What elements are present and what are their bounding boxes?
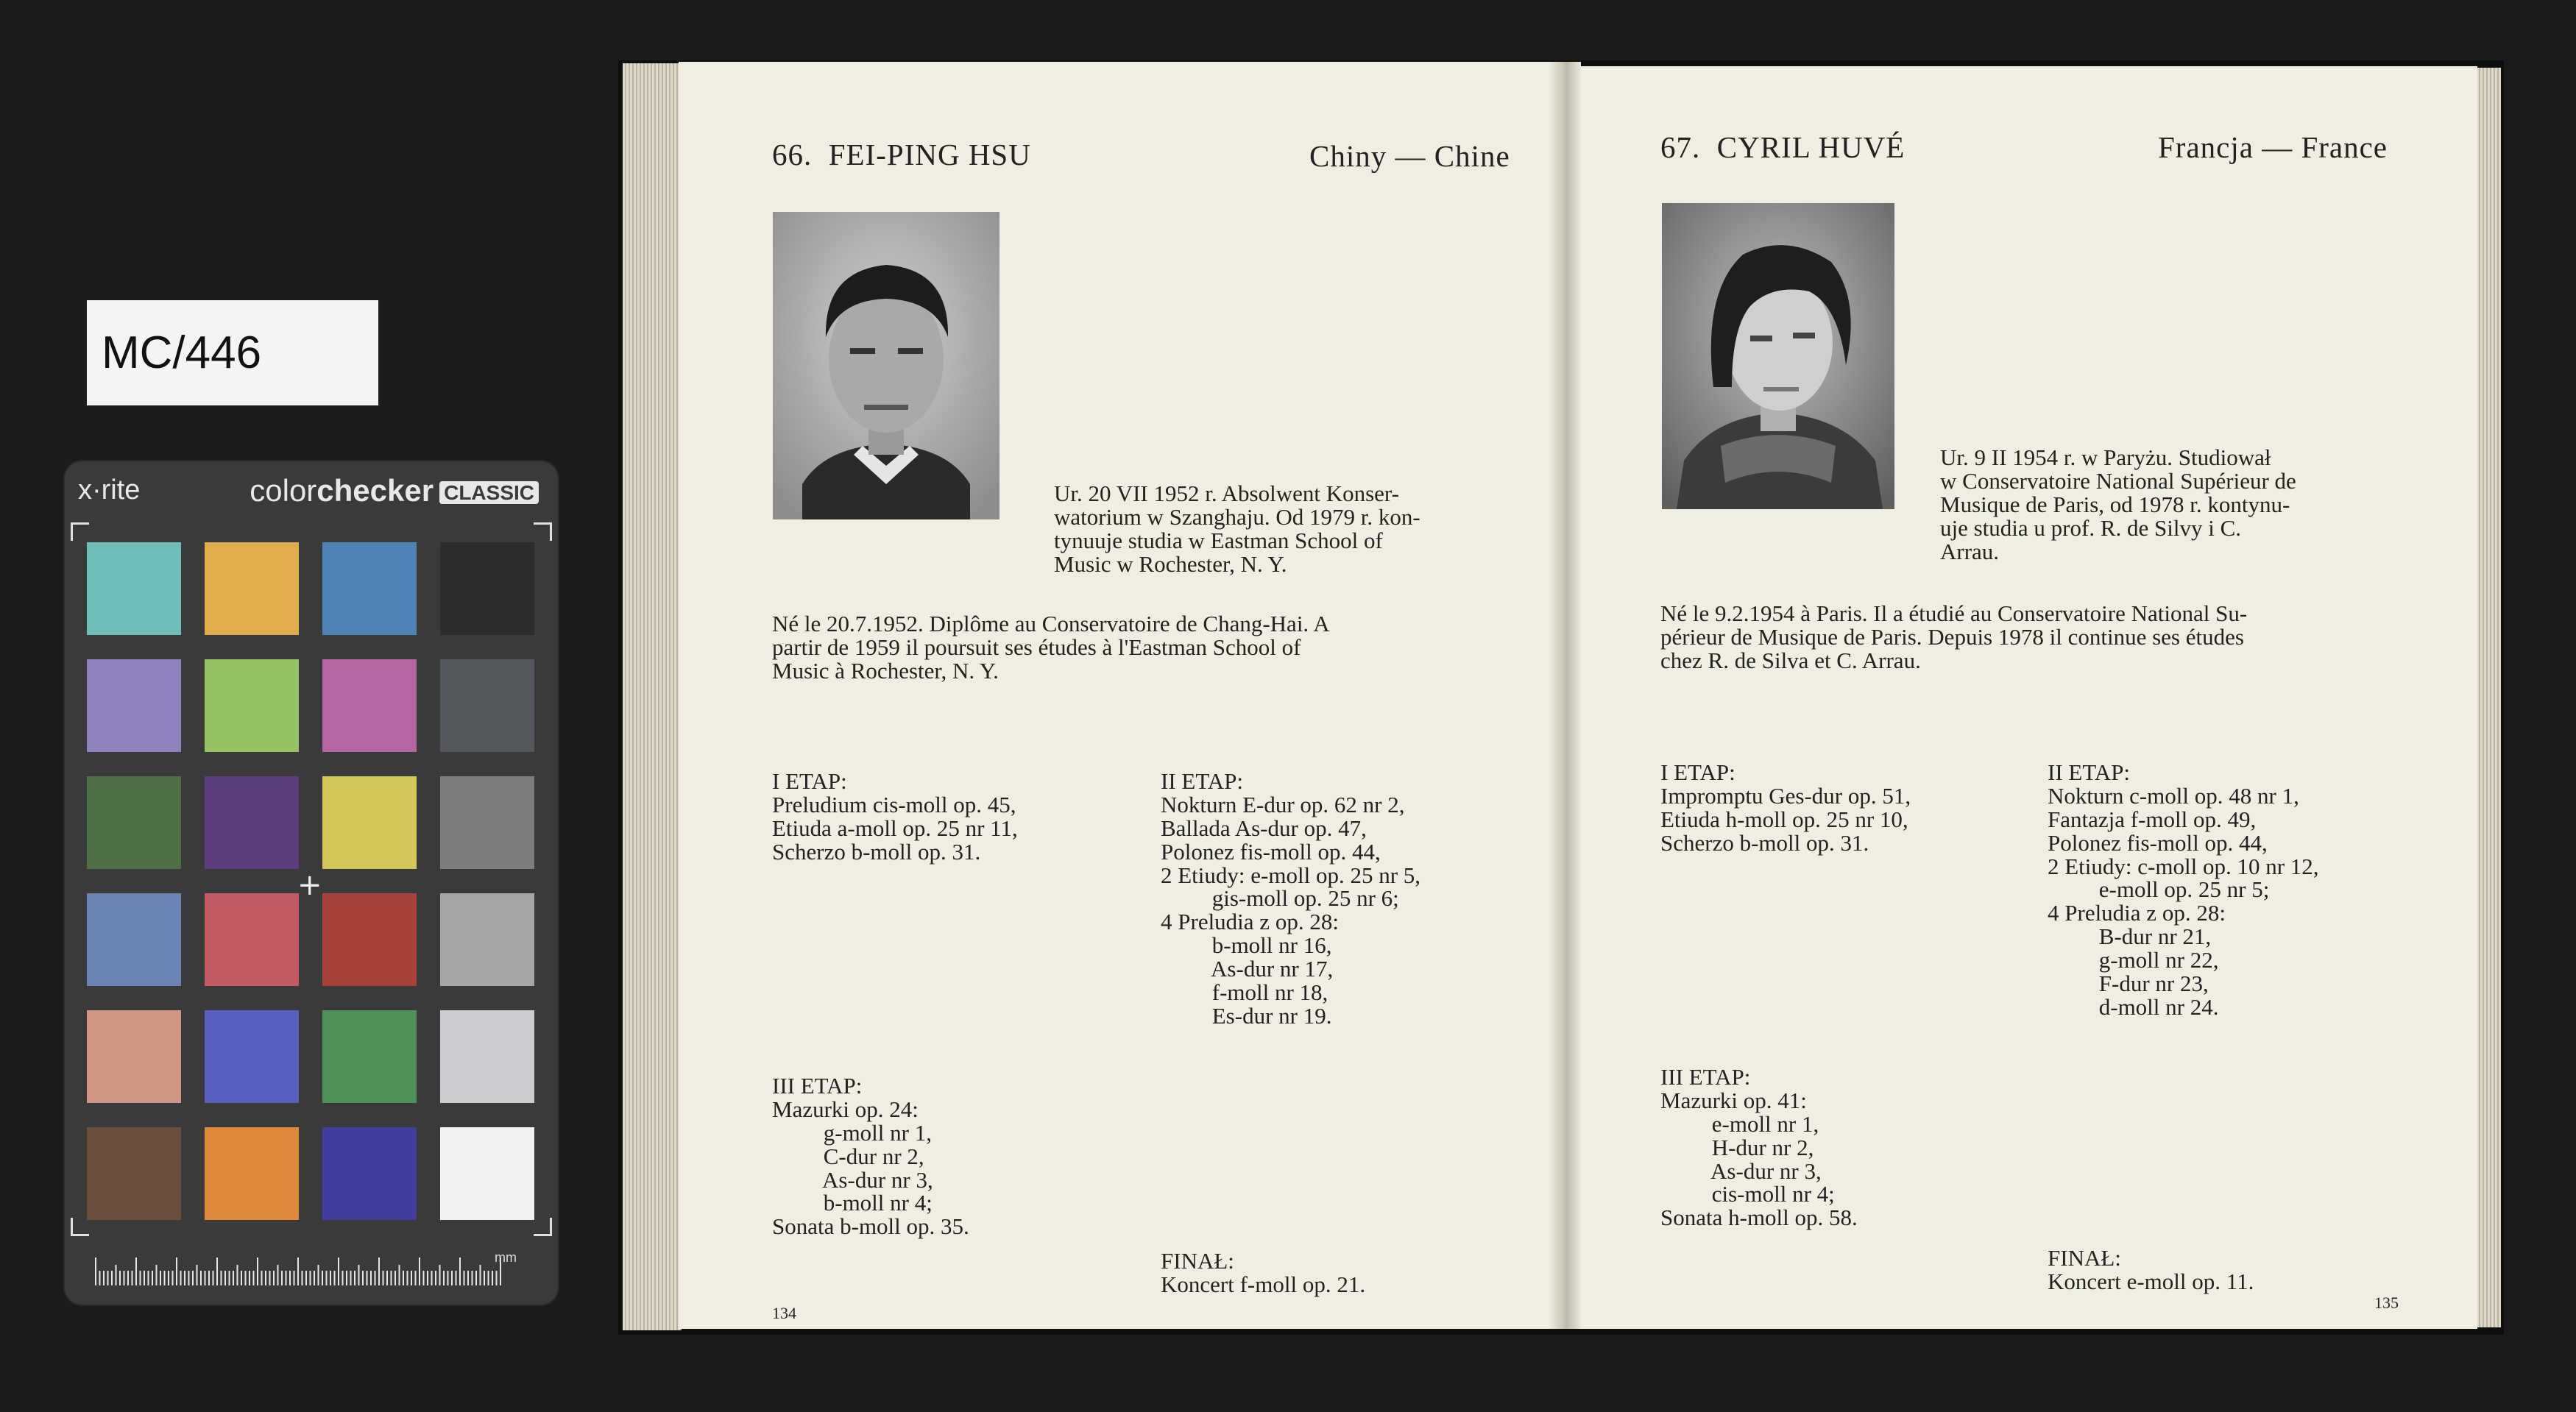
color-swatch bbox=[205, 1010, 299, 1103]
color-swatch bbox=[205, 893, 299, 986]
color-swatch bbox=[322, 776, 417, 869]
pianist-name: 66. FEI-PING HSU bbox=[772, 138, 1031, 171]
etap-3-repertoire: III ETAP: Mazurki op. 24: g-moll nr 1, C-dur nr 2, As-dur nr 3, b-moll nr 4; Sonata b-moll op. 35. bbox=[772, 1072, 969, 1240]
color-swatch bbox=[87, 659, 181, 752]
color-checker-card bbox=[63, 460, 559, 1306]
left-page bbox=[679, 62, 1562, 1329]
archive-label: MC/446 bbox=[87, 300, 378, 405]
corner-mark-icon bbox=[534, 522, 552, 541]
pianist-country: Chiny — Chine bbox=[1309, 139, 1510, 173]
etap-1-repertoire: I ETAP: Impromptu Ges-dur op. 51, Etiuda h-moll op. 25 nr 10, Scherzo b-moll op. 31. bbox=[1660, 759, 1911, 856]
color-swatch bbox=[87, 776, 181, 869]
color-swatch bbox=[322, 893, 417, 986]
color-swatch bbox=[87, 1127, 181, 1220]
page-edges-left bbox=[623, 63, 682, 1330]
color-swatch bbox=[205, 659, 299, 752]
etap-1-repertoire: I ETAP: Preludium cis-moll op. 45, Etiuda a-moll op. 25 nr 11, Scherzo b-moll op. 31. bbox=[772, 767, 1018, 865]
color-swatch bbox=[205, 1127, 299, 1220]
color-swatch bbox=[322, 659, 417, 752]
final-repertoire: FINAŁ: Koncert e-moll op. 11. bbox=[2048, 1244, 2254, 1294]
page-number: 135 bbox=[2374, 1294, 2399, 1312]
xrite-logo: x·rite bbox=[78, 475, 141, 505]
corner-mark-icon bbox=[534, 1218, 552, 1236]
color-swatch bbox=[440, 893, 534, 986]
crosshair-icon: + bbox=[297, 868, 322, 902]
final-repertoire: FINAŁ: Koncert f-moll op. 21. bbox=[1161, 1247, 1366, 1297]
color-swatch bbox=[87, 1010, 181, 1103]
etap-3-repertoire: III ETAP: Mazurki op. 41: e-moll nr 1, H-dur nr 2, As-dur nr 3, cis-moll nr 4; Sonata h-moll op. 58. bbox=[1660, 1063, 1858, 1231]
color-swatch bbox=[440, 776, 534, 869]
right-page bbox=[1568, 66, 2477, 1329]
color-swatch bbox=[440, 1127, 534, 1220]
bio-french: Né le 20.7.1952. Diplôme au Conservatoire de Chang-Hai. A partir de 1959 il poursuit ses études à l'Eastman School of Music à Rochester, N. Y. bbox=[772, 610, 1330, 684]
color-swatch bbox=[87, 893, 181, 986]
etap-2-repertoire: II ETAP: Nokturn c-moll op. 48 nr 1, Fantazja f-moll op. 49, Polonez fis-moll op. 44, 2 Etiudy: c-moll op. 10 nr 12, e-moll op. 25 nr 5; 4 Preludia z op. 28: B-dur nr 21, g-moll nr 22, F-dur nr 23, d-moll nr 24. bbox=[2048, 759, 2319, 1021]
ruler-unit-label: mm bbox=[495, 1250, 517, 1265]
bio-polish: Ur. 9 II 1954 r. w Paryżu. Studiował w Conservatoire National Supérieur de Musique de Paris, od 1978 r. kontynu- uje studia u prof. R. de Silvy i C. Arrau. bbox=[1940, 444, 2296, 564]
color-swatch bbox=[322, 1127, 417, 1220]
color-swatch bbox=[440, 659, 534, 752]
pianist-photo bbox=[1662, 203, 1894, 509]
pianist-name: 67. CYRIL HUVÉ bbox=[1660, 130, 1906, 164]
corner-mark-icon bbox=[71, 522, 89, 541]
page-number: 134 bbox=[772, 1304, 796, 1322]
color-swatch bbox=[322, 542, 417, 635]
color-swatch bbox=[440, 542, 534, 635]
color-swatch bbox=[322, 1010, 417, 1103]
etap-2-repertoire: II ETAP: Nokturn E-dur op. 62 nr 2, Ballada As-dur op. 47, Polonez fis-moll op. 44, 2 Etiudy: e-moll op. 25 nr 5, gis-moll op. 25 nr 6; 4 Preludia z op. 28: b-moll nr 16, As-dur nr 17, f-moll nr 18, Es-dur nr 19. bbox=[1161, 767, 1421, 1029]
bio-polish: Ur. 20 VII 1952 r. Absolwent Konser- watorium w Szanghaju. Od 1979 r. kon- tynuuje studia w Eastman School of Music w Rochester, N. Y. bbox=[1054, 480, 1420, 577]
corner-mark-icon bbox=[71, 1218, 89, 1236]
pianist-photo bbox=[773, 212, 999, 519]
pianist-country: Francja — France bbox=[2158, 130, 2388, 164]
bio-french: Né le 9.2.1954 à Paris. Il a étudié au Conservatoire National Su- périeur de Musique de Paris. Depuis 1978 il continue ses études chez R. de Silva et C. Arrau. bbox=[1660, 600, 2248, 673]
mm-ruler bbox=[93, 1256, 505, 1285]
color-swatch bbox=[87, 542, 181, 635]
book-gutter bbox=[1549, 62, 1581, 1329]
color-swatch bbox=[205, 776, 299, 869]
color-swatch bbox=[205, 542, 299, 635]
colorchecker-logo: colorchecker CLASSIC bbox=[250, 473, 539, 508]
color-swatch bbox=[440, 1010, 534, 1103]
